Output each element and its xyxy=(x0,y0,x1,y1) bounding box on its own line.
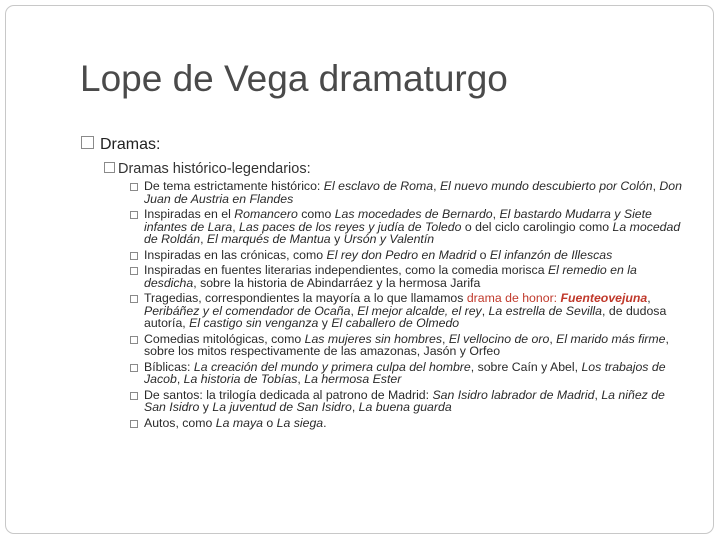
square-bullet-icon xyxy=(130,183,138,191)
list-item-text: El nuevo mundo descubierto por Colón xyxy=(439,179,653,193)
list-item xyxy=(130,292,690,330)
level1-suffix: : xyxy=(156,136,161,153)
list-item xyxy=(130,180,690,205)
square-bullet-icon xyxy=(130,252,138,260)
list-item-text: El mejor alcalde, el rey xyxy=(357,303,482,318)
list-item-text: o xyxy=(262,415,277,430)
list-item-text: , xyxy=(232,219,240,234)
list-item-text: La historia de Tobías xyxy=(183,372,298,386)
list-item-text: , de dudosa autoría, xyxy=(144,303,667,330)
list-item-text: Las paces de los reyes y judía de Toledo xyxy=(239,219,462,234)
list-item-text: La buena guarda xyxy=(358,400,452,414)
list-item-text: La siega xyxy=(276,415,324,430)
list-item-text: La hermosa Ester xyxy=(304,372,402,386)
square-bullet-icon xyxy=(130,336,138,344)
list-item-text: Autos, como xyxy=(144,415,216,430)
list-item-text: De santos: la trilogía dedicada al patrono de Madrid: xyxy=(144,387,433,402)
list-item xyxy=(130,249,690,262)
square-bullet-icon xyxy=(130,267,138,275)
list-item-text: Inspiradas en fuentes literarias independientes, como la comedia morisca xyxy=(144,263,548,277)
list-item-text: La estrella de Sevilla xyxy=(488,303,603,318)
square-bullet-icon xyxy=(81,136,94,149)
list-item-text: San Isidro labrador de Madrid xyxy=(432,387,595,402)
list-item-text: drama de honor: xyxy=(466,291,558,305)
list-item-text: , xyxy=(652,179,660,193)
list-item xyxy=(130,333,690,358)
list-item-text: El castigo sin venganza xyxy=(189,316,319,330)
list-item-text: Las mujeres sin hombres xyxy=(304,331,442,346)
list-item-text: , xyxy=(350,303,358,318)
list-item-text: , xyxy=(492,207,500,221)
bullet-level1 xyxy=(81,136,160,154)
list-item-text: Inspiradas en las crónicas, como xyxy=(144,247,327,262)
square-bullet-icon xyxy=(130,420,138,428)
list-item-text: La mocedad de Roldán xyxy=(144,219,681,246)
list-item-text: Ursón y Valentín xyxy=(343,232,435,246)
list-item-text: , xyxy=(441,331,449,346)
list-item-text: El rey don Pedro en Madrid xyxy=(326,247,477,262)
list-item-text: , xyxy=(594,387,602,402)
bullet-list xyxy=(130,180,690,432)
list-item-text: , xyxy=(200,232,207,246)
square-bullet-icon xyxy=(104,162,115,173)
list-item-text: Comedias mitológicas, como xyxy=(144,331,305,346)
list-item-text: El infanzón de Illescas xyxy=(489,247,613,262)
list-item-text: Las mocedades de Bernardo xyxy=(334,207,493,221)
list-item-text: El marqués de Mantua xyxy=(206,232,331,246)
list-item-text: Los trabajos de Jacob xyxy=(144,359,666,386)
square-bullet-icon xyxy=(130,295,138,303)
bullet-level2 xyxy=(104,161,311,177)
list-item-text: De tema estrictamente histórico: xyxy=(144,179,324,193)
list-item-text: . xyxy=(323,415,327,430)
list-item-text: , xyxy=(176,372,184,386)
list-item-text: La niñez de San Isidro xyxy=(144,387,665,414)
slide-title: Lope de Vega dramaturgo xyxy=(80,58,508,99)
list-item-text: , xyxy=(297,372,305,386)
list-item-text: o xyxy=(476,247,490,262)
level1-label: Dramas xyxy=(100,136,157,153)
list-item-text: o del ciclo carolingio como xyxy=(461,219,613,234)
list-item-text: La creación del mundo y primera culpa del hombre xyxy=(193,359,471,374)
list-item xyxy=(130,264,690,289)
list-item-text: , xyxy=(433,179,440,193)
level2-label: Dramas histórico-legendarios: xyxy=(118,161,311,177)
list-item-text: , xyxy=(481,303,489,318)
list-item-text: El remedio en la desdicha xyxy=(144,263,637,290)
list-item-text: , xyxy=(647,291,651,305)
list-item-text: como xyxy=(297,207,335,221)
list-item-text: Tragedias, correspondientes la mayoría a lo que llamamos xyxy=(144,291,467,305)
list-item xyxy=(130,417,690,430)
list-item-text: La juventud de San Isidro xyxy=(212,400,352,414)
list-item-text: Peribáñez y el comendador de Ocaña xyxy=(144,303,351,318)
list-item-text: , sobre Caín y Abel, xyxy=(470,359,582,374)
list-item-text: , xyxy=(549,331,557,346)
list-item-text: El esclavo de Roma xyxy=(323,179,434,193)
list-item xyxy=(130,208,690,246)
square-bullet-icon xyxy=(130,364,138,372)
list-item-text: El bastardo Mudarra y Siete infantes de Lara xyxy=(144,207,652,234)
list-item-text: y xyxy=(330,232,344,246)
list-item-text: , xyxy=(351,400,359,414)
list-item-text: Don Juan de Austria en Flandes xyxy=(144,179,682,206)
list-item-text: Bíblicas: xyxy=(144,359,194,374)
list-item-text: y xyxy=(318,316,332,330)
square-bullet-icon xyxy=(130,211,138,219)
list-item-text: El caballero de Olmedo xyxy=(331,316,460,330)
list-item-text: El vellocino de oro xyxy=(448,331,550,346)
square-bullet-icon xyxy=(130,392,138,400)
list-item-text: y xyxy=(199,400,213,414)
list-item-text: Fuenteovejuna xyxy=(560,291,648,305)
list-item-text: , sobre los mitos respectivamente de las amazonas, Jasón y Orfeo xyxy=(144,331,669,358)
list-item xyxy=(130,389,690,414)
list-item-text: Inspiradas en el xyxy=(144,207,235,221)
list-item-text: Romancero xyxy=(234,207,298,221)
list-item-text: , sobre la historia de Abindarráez y la hermosa Jarifa xyxy=(193,275,481,290)
list-item-text: El marido más firme xyxy=(556,331,666,346)
list-item xyxy=(130,361,690,386)
list-item-text: La maya xyxy=(215,415,263,430)
